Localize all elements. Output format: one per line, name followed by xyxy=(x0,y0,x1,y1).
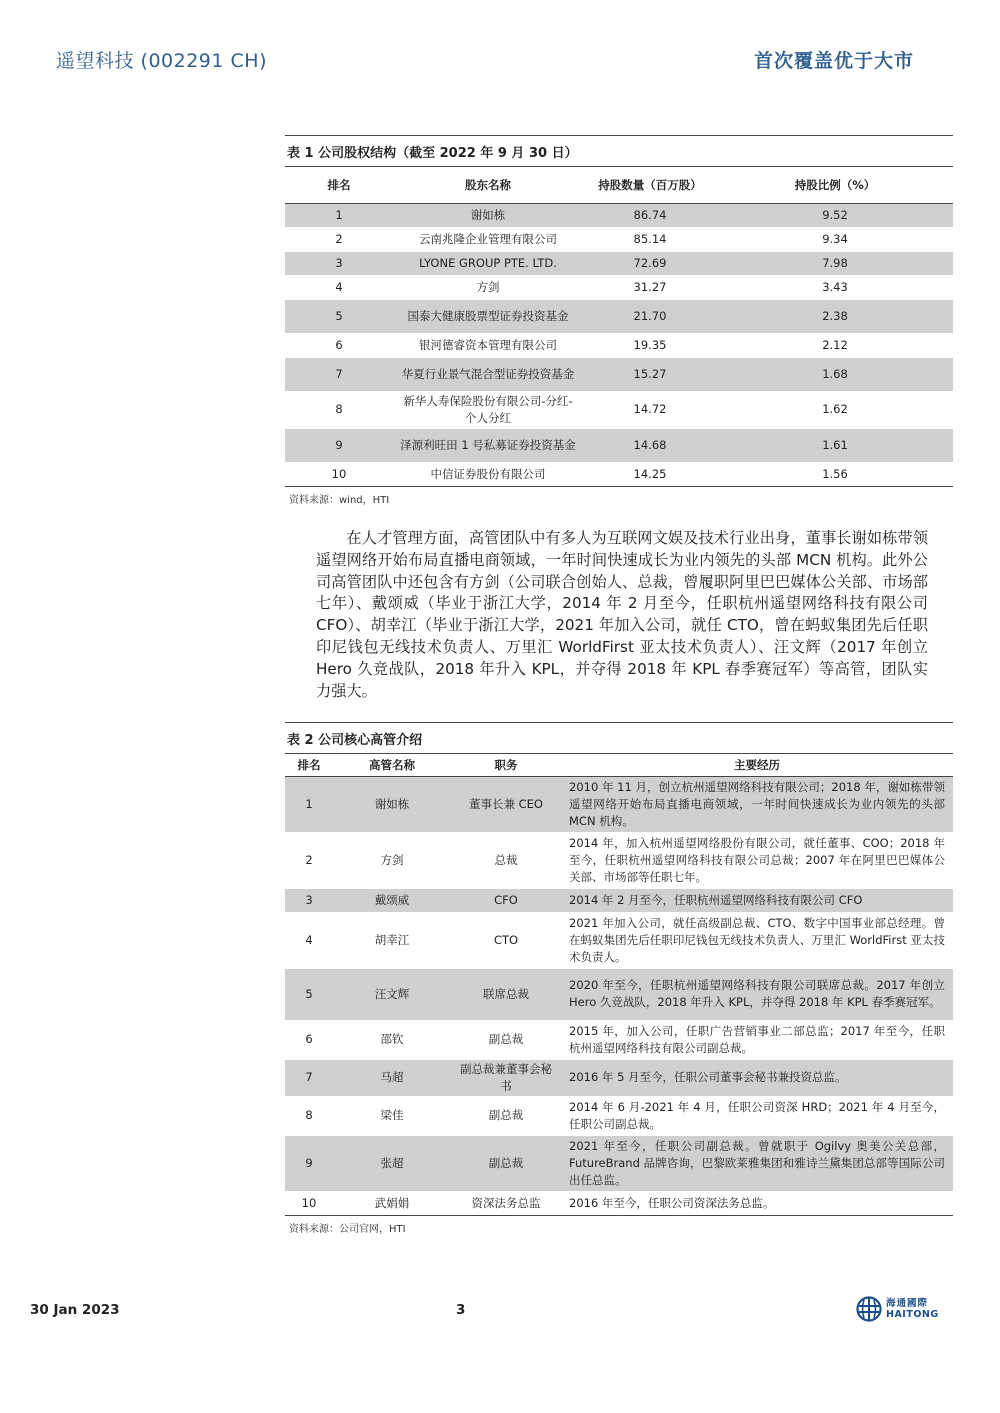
table2-cell-name: 梁佳 xyxy=(333,1096,451,1135)
haitong-globe-icon xyxy=(856,1296,882,1322)
table1-cell-name: 银河德睿资本管理有限公司 xyxy=(393,333,583,357)
table1-row xyxy=(285,227,953,251)
table2-cell-name: 武娟娟 xyxy=(333,1191,451,1215)
table1-cell-name: 中信证券股份有限公司 xyxy=(393,462,583,486)
table2-cell-name: 马超 xyxy=(333,1059,451,1096)
table1-header-name: 股东名称 xyxy=(393,167,583,203)
table2-cell-name: 张超 xyxy=(333,1135,451,1191)
table2-block xyxy=(285,722,953,1235)
table1-cell-shares: 14.25 xyxy=(583,462,717,486)
table1-cell-name: 泽源利旺田 1 号私募证券投资基金 xyxy=(393,428,583,462)
table2-cell-title: CTO xyxy=(451,912,561,968)
table1-cell-pct: 1.62 xyxy=(717,391,953,428)
table2-row xyxy=(285,912,953,968)
table2-cell-name: 戴颂威 xyxy=(333,888,451,912)
table1-title: 表 1 公司股权结构（截至 2022 年 9 月 30 日） xyxy=(285,135,953,167)
table2-row xyxy=(285,1191,953,1215)
table1-cell-name: 谢如栋 xyxy=(393,203,583,227)
footer-page-number: 3 xyxy=(456,1302,466,1318)
table2-cell-rank: 4 xyxy=(285,912,333,968)
table1-cell-shares: 86.74 xyxy=(583,203,717,227)
table2-cell-name: 邵钦 xyxy=(333,1020,451,1059)
table2-cell-exp: 2021 年至今，任职公司副总裁。曾就职于 Ogilvy 奥美公关总部，FutureBrand 品牌咨询，巴黎欧莱雅集团和雅诗兰黛集团总部等国际公司出任总监。 xyxy=(561,1135,953,1191)
table1-cell-pct: 9.52 xyxy=(717,203,953,227)
table1-header-shares: 持股数量（百万股） xyxy=(583,167,717,203)
table2-cell-rank: 2 xyxy=(285,832,333,888)
header-company: 遥望科技 (002291 CH) xyxy=(56,50,267,72)
table2 xyxy=(285,754,953,1216)
table2-cell-rank: 9 xyxy=(285,1135,333,1191)
table2-row xyxy=(285,1135,953,1191)
table2-row xyxy=(285,968,953,1020)
table2-cell-rank: 6 xyxy=(285,1020,333,1059)
table1-cell-shares: 14.68 xyxy=(583,428,717,462)
table1-source: 资料来源：wind，HTI xyxy=(289,494,390,506)
table1-row xyxy=(285,203,953,227)
table2-row xyxy=(285,776,953,832)
table1 xyxy=(285,167,953,487)
table2-cell-exp: 2014 年，加入杭州遥望网络股份有限公司，就任董事、COO；2018 年至今，任职杭州遥望网络科技有限公司总裁；2007 年在阿里巴巴媒体公关部、市场部等任职七年。 xyxy=(561,832,953,888)
table2-cell-title: 副总裁 xyxy=(451,1096,561,1135)
header-rating-title: 首次覆盖优于大市 xyxy=(753,50,914,72)
table2-cell-rank: 1 xyxy=(285,776,333,832)
table2-cell-rank: 7 xyxy=(285,1059,333,1096)
table2-cell-exp: 2020 年至今，任职杭州遥望网络科技有限公司联席总裁。2017 年创立 Hero 久竞战队，2018 年升入 KPL，并夺得 2018 年 KPL 春季赛冠军。 xyxy=(561,968,953,1020)
table1-row xyxy=(285,357,953,391)
table1-cell-shares: 72.69 xyxy=(583,251,717,275)
table2-cell-exp: 2016 年 5 月至今，任职公司董事会秘书兼投资总监。 xyxy=(561,1059,953,1096)
table2-cell-exp: 2010 年 11 月，创立杭州遥望网络科技有限公司；2018 年，谢如栋带领遥望网络开始布局直播电商领域，一年时间快速成长为业内领先的头部 MCN 机构。 xyxy=(561,776,953,832)
table1-row xyxy=(285,462,953,486)
table1-cell-shares: 31.27 xyxy=(583,275,717,299)
body-paragraph: 在人才管理方面，高管团队中有多人为互联网文娱及技术行业出身，董事长谢如栋带领遥望网络开始布局直播电商领域，一年时间快速成长为业内领先的头部 MCN 机构。此外公司高管团队中还包含有方剑（公司联合创始人、总裁，曾履职阿里巴巴媒体公关部、市场部七年）、戴颂威（毕业于浙江大学，2014 年 2 月至今，任职杭州遥望网络科技有限公司 CFO）、胡幸江（毕业于浙江大学，2021 年加入公司，就任 CTO，曾在蚂蚁集团先后任职印尼钱包无线技术负责人、万里汇 WorldFirst 亚太技术负责人）、汪文辉（2017 年创立 Hero 久竞战队，2018 年升入 KPL，并夺得 2018 年 KPL 春季赛冠军）等高管，团队实力强大。 xyxy=(316,529,928,700)
table1-row xyxy=(285,275,953,299)
table2-row xyxy=(285,832,953,888)
table2-cell-name: 方剑 xyxy=(333,832,451,888)
table1-cell-rank: 10 xyxy=(285,462,393,486)
table1-cell-pct: 1.56 xyxy=(717,462,953,486)
table2-cell-exp: 2014 年 6 月-2021 年 4 月，任职公司资深 HRD；2021 年 4 月至今，任职公司副总裁。 xyxy=(561,1096,953,1135)
table2-cell-title: 副总裁兼董事会秘书 xyxy=(451,1059,561,1096)
table2-cell-name: 胡幸江 xyxy=(333,912,451,968)
table2-cell-title: CFO xyxy=(451,888,561,912)
table1-cell-name: LYONE GROUP PTE. LTD. xyxy=(393,251,583,275)
logo-text-cn: 海通國際 xyxy=(886,1298,929,1309)
table1-cell-rank: 6 xyxy=(285,333,393,357)
table1-cell-pct: 2.38 xyxy=(717,299,953,333)
table1-cell-pct: 1.68 xyxy=(717,357,953,391)
table2-cell-rank: 5 xyxy=(285,968,333,1020)
table2-cell-title: 副总裁 xyxy=(451,1020,561,1059)
table1-cell-rank: 2 xyxy=(285,227,393,251)
table1-cell-rank: 4 xyxy=(285,275,393,299)
haitong-logo xyxy=(856,1296,939,1322)
table2-cell-title: 副总裁 xyxy=(451,1135,561,1191)
table2-cell-rank: 3 xyxy=(285,888,333,912)
table2-row xyxy=(285,888,953,912)
table2-source: 资料来源：公司官网，HTI xyxy=(289,1223,406,1235)
table2-title: 表 2 公司核心高管介绍 xyxy=(285,722,953,754)
table1-cell-name: 华夏行业景气混合型证券投资基金 xyxy=(393,357,583,391)
table2-cell-title: 联席总裁 xyxy=(451,968,561,1020)
table1-cell-name: 云南兆隆企业管理有限公司 xyxy=(393,227,583,251)
table1-header-rank: 排名 xyxy=(285,167,393,203)
table1-header-pct: 持股比例（%） xyxy=(717,167,953,203)
table1-cell-rank: 1 xyxy=(285,203,393,227)
table1-row xyxy=(285,299,953,333)
table1-cell-pct: 9.34 xyxy=(717,227,953,251)
table1-row xyxy=(285,391,953,428)
table2-cell-title: 董事长兼 CEO xyxy=(451,776,561,832)
table1-cell-shares: 14.72 xyxy=(583,391,717,428)
table2-cell-title: 资深法务总监 xyxy=(451,1191,561,1215)
table1-cell-pct: 3.43 xyxy=(717,275,953,299)
table2-header-name: 高管名称 xyxy=(333,754,451,776)
table2-cell-title: 总裁 xyxy=(451,832,561,888)
table1-cell-rank: 7 xyxy=(285,357,393,391)
table1-cell-rank: 5 xyxy=(285,299,393,333)
table2-cell-exp: 2016 年至今，任职公司资深法务总监。 xyxy=(561,1191,953,1215)
table1-cell-name: 新华人寿保险股份有限公司-分红-个人分红 xyxy=(393,391,583,428)
table2-cell-name: 谢如栋 xyxy=(333,776,451,832)
table1-row xyxy=(285,428,953,462)
table1-cell-shares: 85.14 xyxy=(583,227,717,251)
table2-header-experience: 主要经历 xyxy=(561,754,953,776)
table2-header-title: 职务 xyxy=(451,754,561,776)
table1-cell-pct: 7.98 xyxy=(717,251,953,275)
table1-cell-name: 方剑 xyxy=(393,275,583,299)
table2-cell-exp: 2015 年，加入公司，任职广告营销事业二部总监；2017 年至今，任职杭州遥望网络科技有限公司副总裁。 xyxy=(561,1020,953,1059)
table1-cell-rank: 9 xyxy=(285,428,393,462)
table1-cell-rank: 3 xyxy=(285,251,393,275)
table2-row xyxy=(285,1096,953,1135)
table1-row xyxy=(285,251,953,275)
table2-header-rank: 排名 xyxy=(285,754,333,776)
footer-date: 30 Jan 2023 xyxy=(30,1302,120,1318)
table2-cell-exp: 2014 年 2 月至今，任职杭州遥望网络科技有限公司 CFO xyxy=(561,888,953,912)
table2-row xyxy=(285,1059,953,1096)
logo-text-en: HAITONG xyxy=(886,1309,939,1320)
table1-cell-pct: 2.12 xyxy=(717,333,953,357)
table1-cell-shares: 15.27 xyxy=(583,357,717,391)
table1-cell-shares: 19.35 xyxy=(583,333,717,357)
table1-block xyxy=(285,135,953,506)
table1-row xyxy=(285,333,953,357)
table2-row xyxy=(285,1020,953,1059)
table2-cell-rank: 10 xyxy=(285,1191,333,1215)
table1-cell-rank: 8 xyxy=(285,391,393,428)
table2-cell-name: 汪文辉 xyxy=(333,968,451,1020)
table2-cell-exp: 2021 年加入公司，就任高级副总裁、CTO、数字中国事业部总经理。曾在蚂蚁集团先后任职印尼钱包无线技术负责人、万里汇 WorldFirst 亚太技术负责人。 xyxy=(561,912,953,968)
table1-cell-pct: 1.61 xyxy=(717,428,953,462)
table1-cell-shares: 21.70 xyxy=(583,299,717,333)
table1-cell-name: 国泰大健康股票型证券投资基金 xyxy=(393,299,583,333)
table2-cell-rank: 8 xyxy=(285,1096,333,1135)
